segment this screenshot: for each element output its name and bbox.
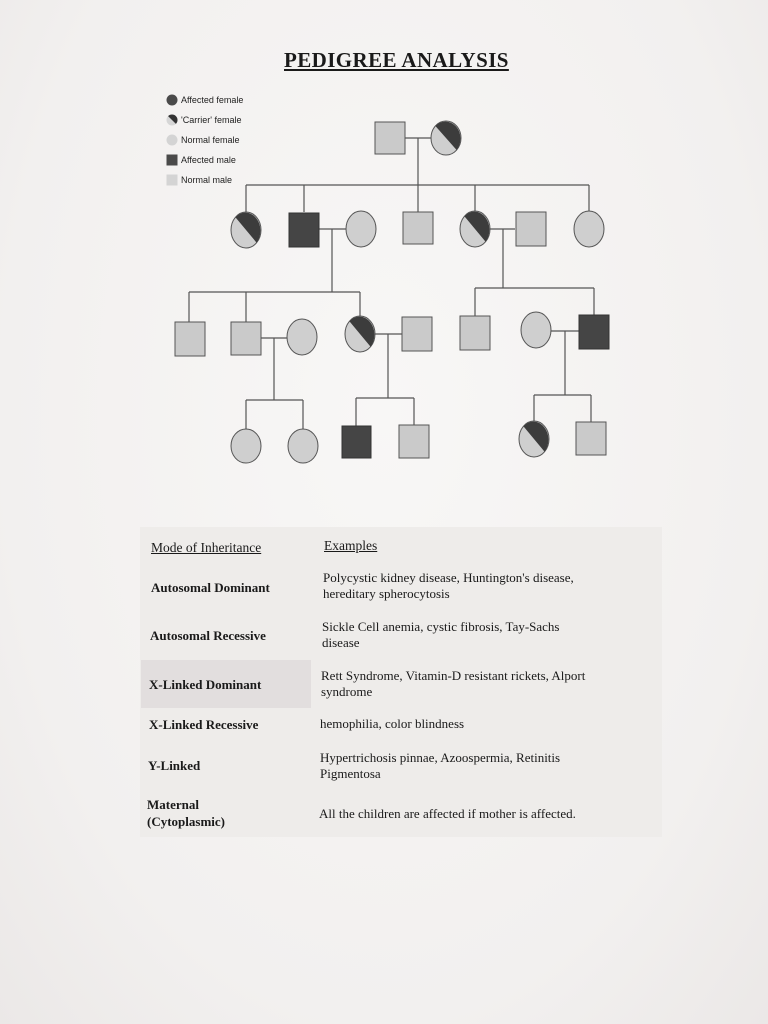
affected-male-icon — [289, 213, 319, 247]
row-mode: X-Linked Recessive — [149, 717, 259, 732]
page-title: PEDIGREE ANALYSIS — [284, 48, 509, 72]
row-example: hemophilia, color blindness — [320, 716, 465, 731]
row-example: Rett Syndrome, Vitamin-D resistant rickets, Alport — [321, 668, 586, 683]
normal-male-icon — [403, 212, 433, 244]
legend-label: Affected female — [181, 95, 244, 105]
normal-female-icon — [574, 211, 604, 247]
normal-male-icon — [576, 422, 606, 455]
carrier-female-icon — [231, 212, 261, 248]
normal-male-icon — [375, 122, 405, 154]
carrier-female-icon — [431, 121, 461, 155]
affected-male-icon — [342, 426, 371, 458]
normal-male-icon — [402, 317, 432, 351]
carrier-female-icon — [519, 421, 549, 457]
normal-female-icon — [231, 429, 261, 463]
normal-female-icon — [287, 319, 317, 355]
normal-male-icon — [516, 212, 546, 246]
affected-male-icon — [579, 315, 609, 349]
legend-label: Affected male — [181, 155, 236, 165]
normal-male-icon — [175, 322, 205, 356]
row-mode: Autosomal Recessive — [150, 628, 266, 643]
normal-female-icon — [288, 429, 318, 463]
connector-lines — [189, 138, 594, 430]
legend-label: Normal female — [181, 135, 240, 145]
row-mode: Y-Linked — [148, 758, 201, 773]
carrier-female-icon — [460, 211, 490, 247]
row-mode: Maternal — [147, 797, 199, 812]
row-example-cont: hereditary spherocytosis — [323, 586, 450, 601]
normal-male-icon — [399, 425, 429, 458]
carrier-female-icon — [345, 316, 375, 352]
row-example: Polycystic kidney disease, Huntington's disease, — [323, 570, 574, 585]
row-mode: Autosomal Dominant — [151, 580, 270, 595]
normal-male-icon — [231, 322, 261, 355]
row-example-cont: syndrome — [321, 684, 373, 699]
row-example: All the children are affected if mother is affected. — [319, 806, 576, 821]
row-mode: X-Linked Dominant — [149, 677, 262, 692]
normal-female-icon — [346, 211, 376, 247]
header-examples: Examples — [324, 538, 378, 553]
legend-label: Normal male — [181, 175, 233, 185]
normal-male-icon — [460, 316, 490, 350]
header-mode: Mode of Inheritance — [151, 540, 262, 555]
row-example: Hypertrichosis pinnae, Azoospermia, Retinitis — [320, 750, 561, 765]
row-example: Sickle Cell anemia, cystic fibrosis, Tay-Sachs — [322, 619, 560, 634]
row-mode-cont: (Cytoplasmic) — [147, 814, 225, 829]
row-example-cont: disease — [322, 635, 360, 650]
legend-label: 'Carrier' female — [181, 115, 242, 125]
normal-female-icon — [521, 312, 551, 348]
row-example-cont: Pigmentosa — [320, 766, 381, 781]
